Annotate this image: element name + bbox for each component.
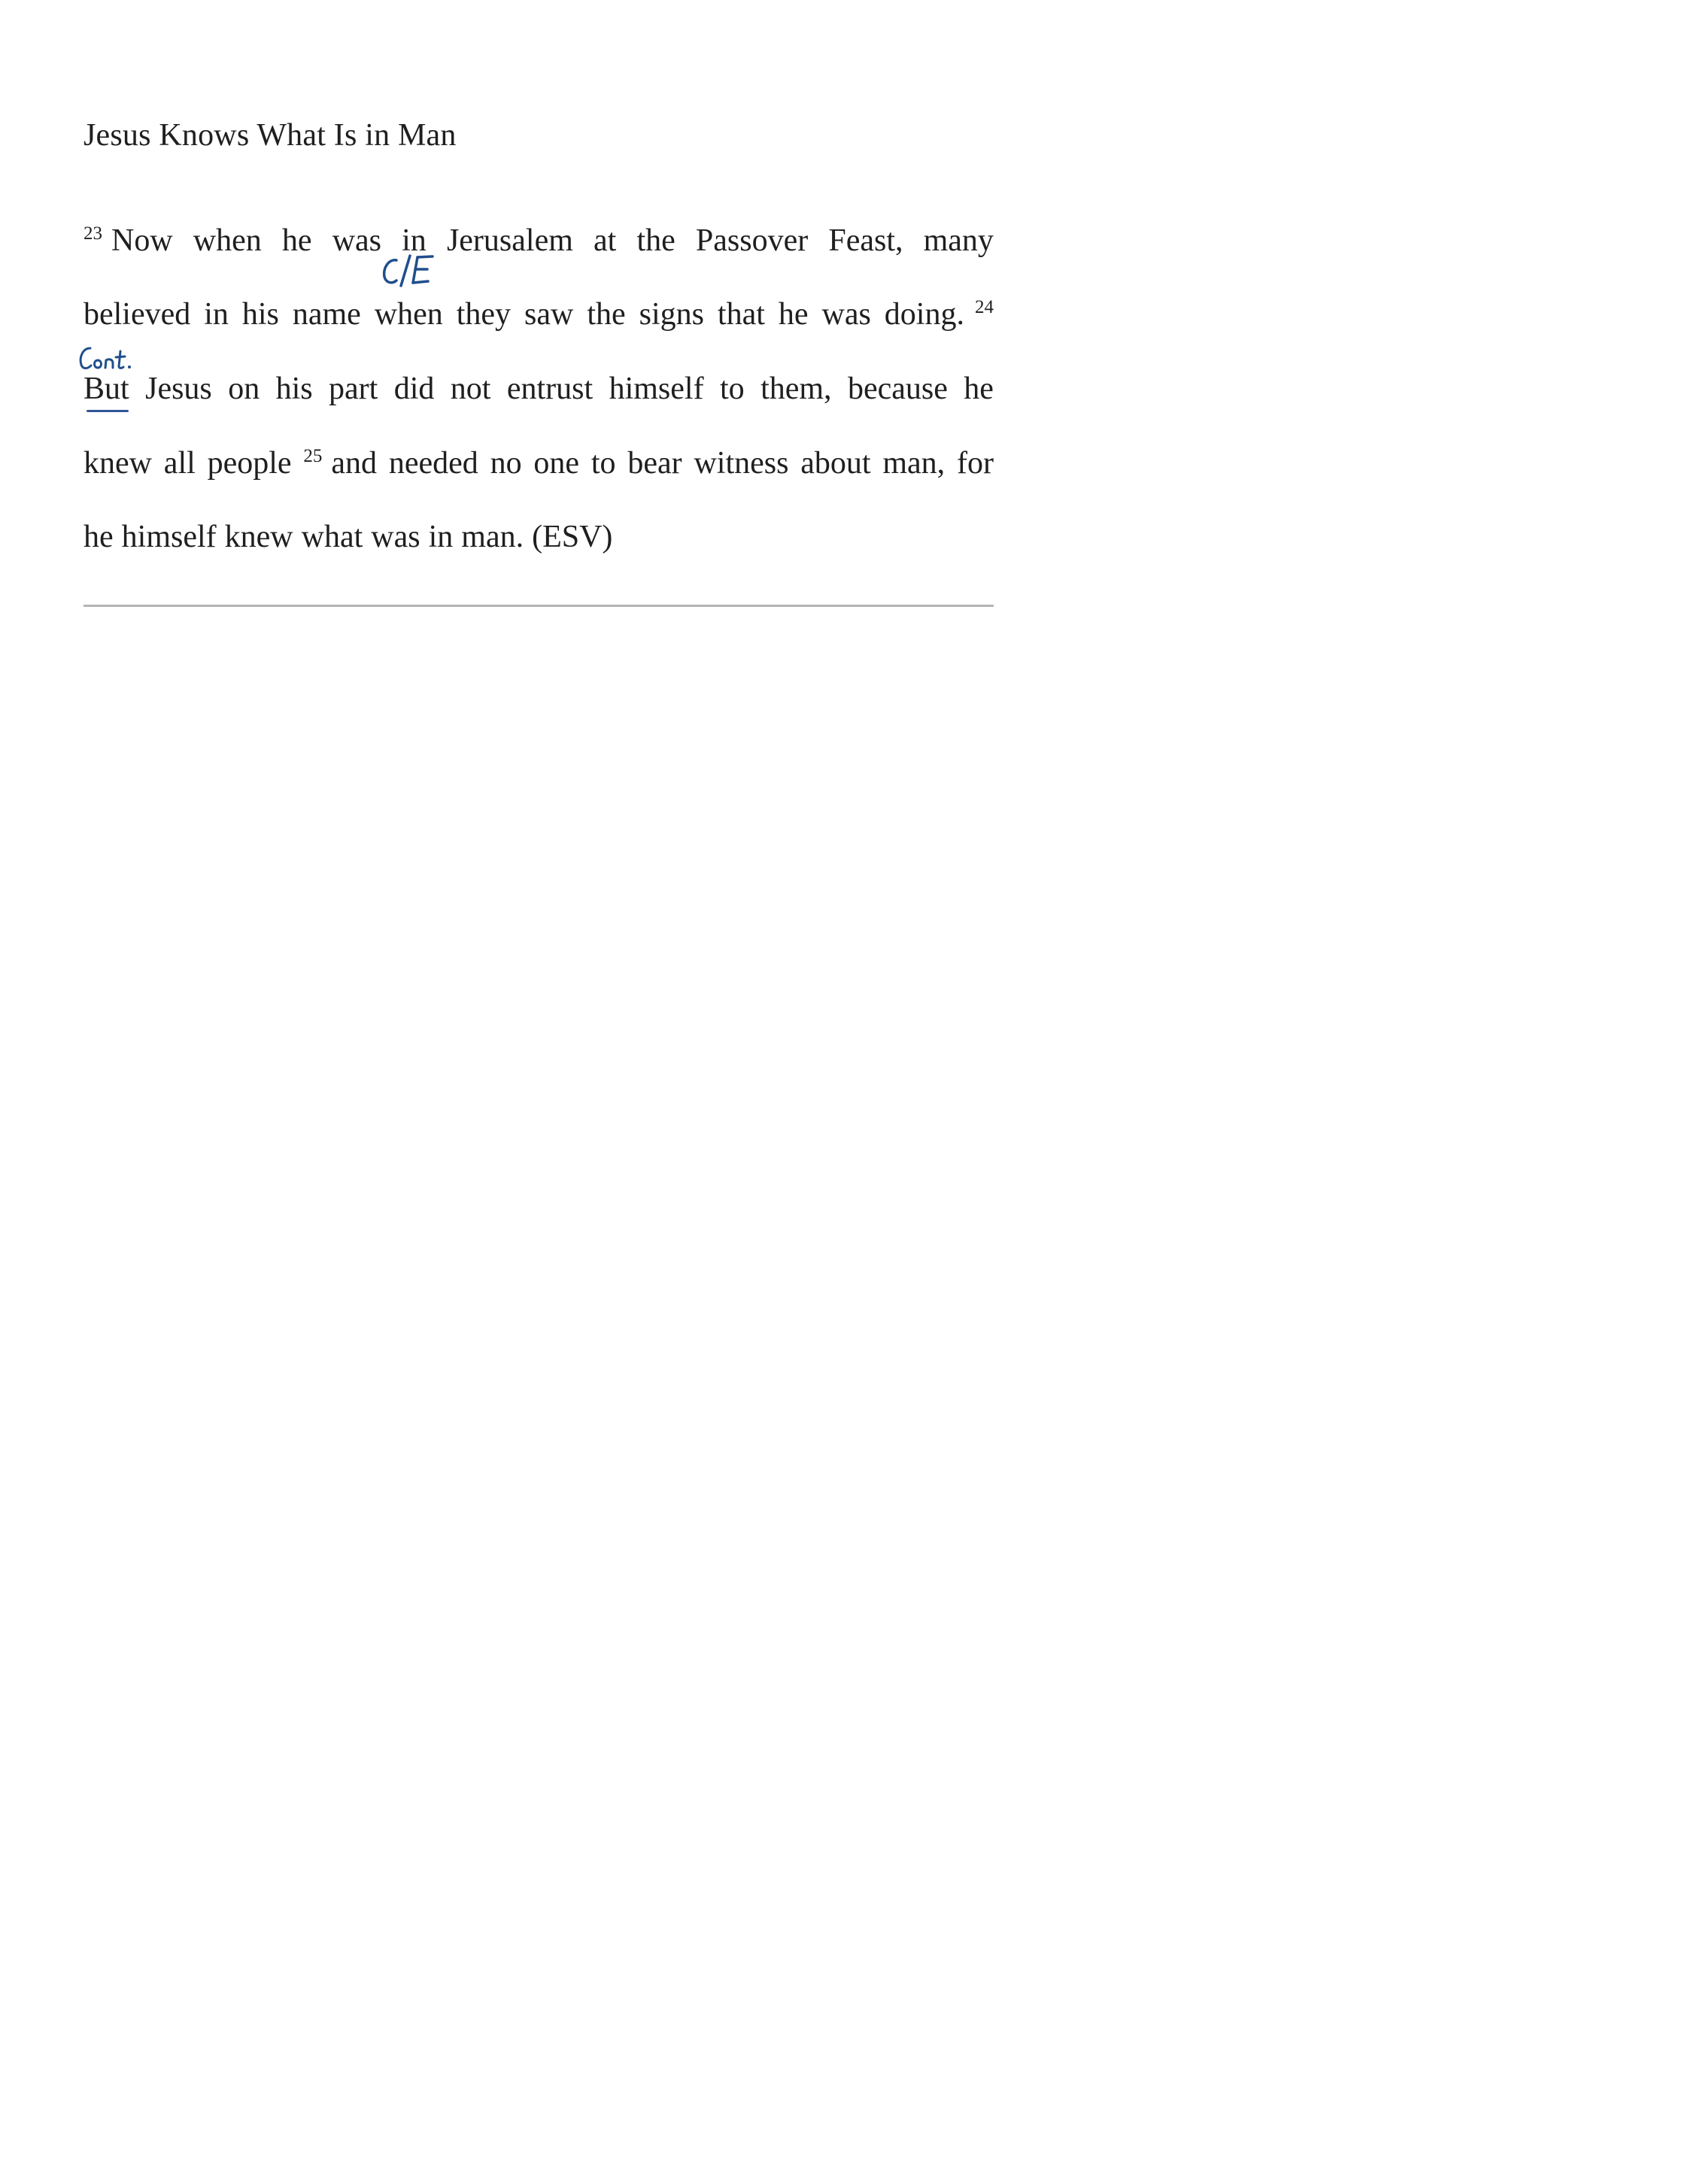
passage-word <box>627 441 682 486</box>
word-text: (ESV) <box>532 520 613 554</box>
passage-word <box>375 292 443 337</box>
word-text: the <box>636 223 676 258</box>
verse-number: 24 <box>974 297 994 317</box>
word-text: at <box>594 223 617 258</box>
passage-word <box>461 514 524 560</box>
verse-word <box>974 292 994 341</box>
word-text: what <box>301 520 363 554</box>
word-text: he <box>964 372 994 406</box>
word-text: man. <box>461 520 524 554</box>
underlined-word: But <box>83 372 129 406</box>
word-text: on <box>228 372 260 406</box>
passage-word <box>779 292 809 337</box>
passage-word <box>532 514 612 560</box>
passage-word <box>145 366 212 411</box>
word-text: in <box>204 297 229 332</box>
word-text: he <box>281 223 312 258</box>
passage-word <box>228 366 260 411</box>
passage-word <box>164 441 196 486</box>
passage-line-2 <box>83 292 994 337</box>
word-text: did <box>393 372 435 406</box>
passage-word <box>964 366 994 411</box>
word-text: they <box>456 297 512 332</box>
passage-word <box>636 218 675 263</box>
passage-word <box>371 514 420 560</box>
word-text: man, <box>882 446 946 481</box>
passage-word <box>394 366 435 411</box>
passage-word <box>718 292 765 337</box>
word-text: believed <box>83 297 191 332</box>
word-text: he <box>83 520 114 554</box>
word-text: that <box>717 297 765 332</box>
passage-word <box>924 218 994 263</box>
word-text: no <box>490 446 522 481</box>
passage-word <box>451 366 491 411</box>
passage-word <box>882 441 945 486</box>
passage-word <box>490 441 522 486</box>
passage-word <box>524 292 573 337</box>
passage-word <box>332 218 381 263</box>
passage-word <box>204 292 229 337</box>
handwritten-note-icon <box>380 253 440 290</box>
word-text: doing. <box>884 297 964 332</box>
word-text: Passover <box>695 223 809 258</box>
word-text: was <box>371 520 420 554</box>
passage-word <box>609 366 704 411</box>
passage-word <box>302 514 363 560</box>
section-divider <box>83 605 994 607</box>
passage-word <box>447 218 573 263</box>
word-text: Jesus <box>145 372 212 406</box>
word-text: many <box>923 223 994 258</box>
passage-word <box>429 514 454 560</box>
passage-word <box>639 292 704 337</box>
passage-word <box>83 514 114 560</box>
passage-word <box>761 366 831 411</box>
word-text: in <box>402 223 427 258</box>
passage-word <box>83 292 190 337</box>
word-text: people <box>207 446 292 481</box>
passage-word <box>848 366 948 411</box>
word-text: the <box>587 297 626 332</box>
passage-word <box>957 441 994 486</box>
passage-word <box>282 218 312 263</box>
passage-word <box>276 366 313 411</box>
verse-word <box>83 218 173 268</box>
passage-word <box>694 441 788 486</box>
word-text: name <box>292 297 361 332</box>
word-text: in <box>428 520 454 554</box>
handwritten-annotation-ce <box>380 253 440 290</box>
word-text: Now <box>111 223 173 258</box>
word-text: bear <box>627 446 682 481</box>
passage-word <box>122 514 217 560</box>
passage-word <box>242 292 279 337</box>
word-text: part <box>329 372 378 406</box>
verse-number: 23 <box>83 223 102 244</box>
word-text: entrust <box>506 372 594 406</box>
word-text: saw <box>524 297 574 332</box>
passage-line-1 <box>83 218 994 263</box>
verse-number: 25 <box>303 446 323 466</box>
passage-word <box>533 441 579 486</box>
passage-word <box>293 292 361 337</box>
passage-word <box>822 292 871 337</box>
word-text: when <box>374 297 443 332</box>
passage-word <box>208 441 292 486</box>
word-text: Jerusalem <box>446 223 573 258</box>
handwritten-note-icon <box>77 342 137 372</box>
passage-word <box>591 441 616 486</box>
word-text: knew <box>224 520 293 554</box>
word-text: needed <box>388 446 478 481</box>
passage-word <box>800 441 870 486</box>
passage-word <box>83 366 129 411</box>
passage-line-5 <box>83 514 994 560</box>
passage-word <box>587 292 625 337</box>
word-text: his <box>241 297 279 332</box>
word-text: himself <box>609 372 704 406</box>
handwritten-annotation-contrast <box>77 342 137 372</box>
word-text: signs <box>639 297 704 332</box>
word-text: when <box>193 223 262 258</box>
word-text: knew <box>83 446 152 481</box>
word-text: Feast, <box>828 223 903 258</box>
passage-word <box>828 218 903 263</box>
word-text: and <box>331 446 378 481</box>
passage-word <box>696 218 808 263</box>
passage-word <box>594 218 616 263</box>
word-text: to <box>719 372 745 406</box>
passage-word <box>885 292 964 337</box>
passage-word <box>457 292 511 337</box>
passage-line-4 <box>83 441 994 486</box>
passage-word <box>720 366 745 411</box>
word-text: was <box>821 297 871 332</box>
word-text: one <box>533 446 580 481</box>
verse-word <box>303 441 377 490</box>
word-text: to <box>590 446 616 481</box>
passage-word <box>193 218 262 263</box>
word-text: all <box>163 446 196 481</box>
word-text: witness <box>694 446 789 481</box>
word-text: not <box>450 372 491 406</box>
passage-word <box>329 366 378 411</box>
passage-word <box>83 441 152 486</box>
word-text: for <box>957 446 994 481</box>
word-text: he <box>778 297 809 332</box>
word-text: was <box>332 223 382 258</box>
passage-word <box>507 366 593 411</box>
word-text: them, <box>761 372 832 406</box>
passage-word <box>389 441 478 486</box>
word-text: because <box>847 372 948 406</box>
passage-line-3 <box>83 366 994 411</box>
word-text: himself <box>121 520 217 554</box>
word-text: his <box>275 372 313 406</box>
handwritten-underline <box>87 410 129 412</box>
passage-word <box>225 514 293 560</box>
word-text: about <box>800 446 871 481</box>
section-heading: Jesus Knows What Is in Man <box>83 118 457 153</box>
